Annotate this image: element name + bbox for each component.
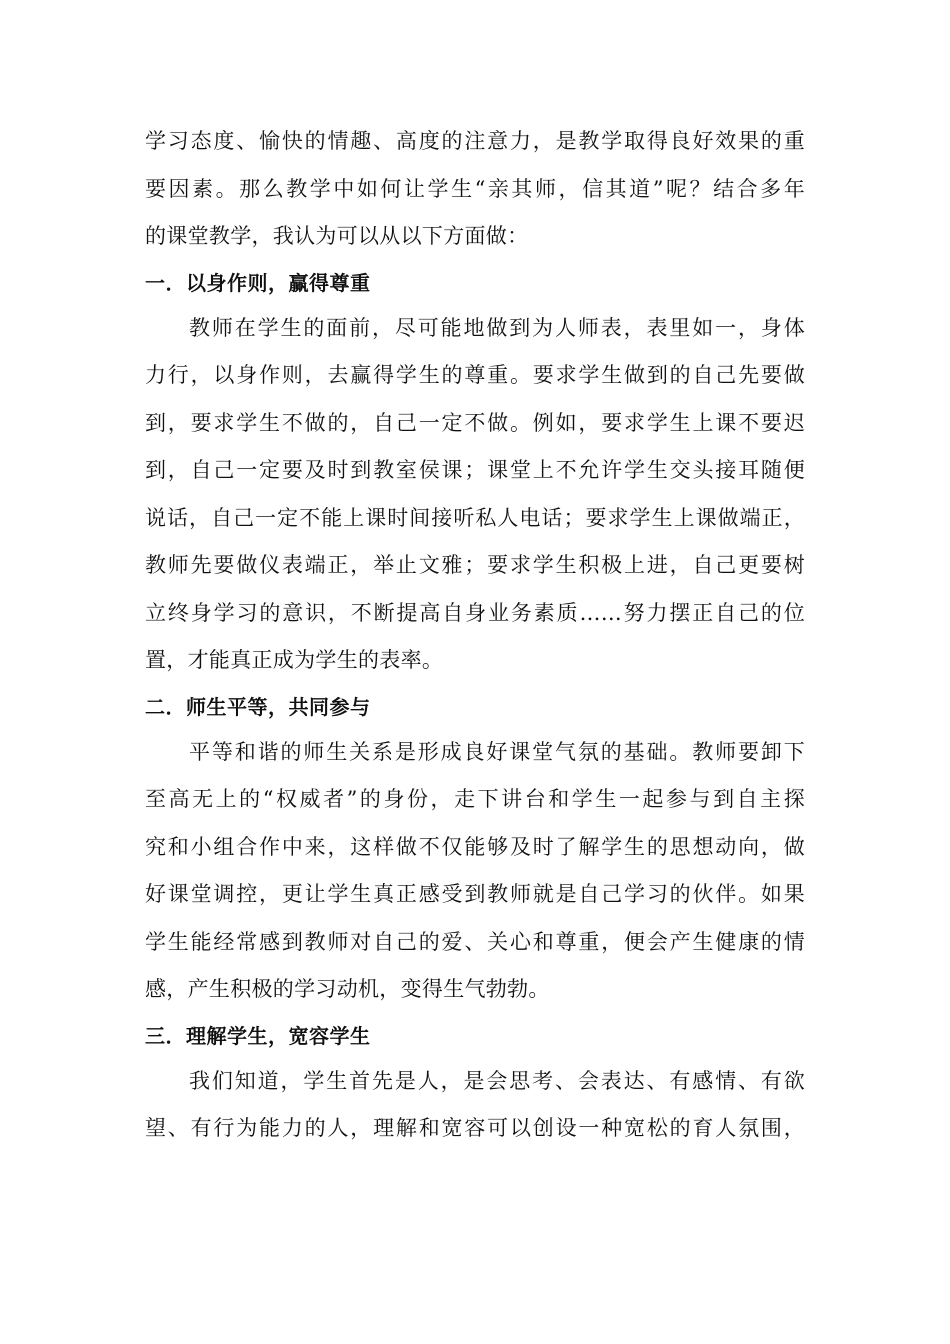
section-2-line-1: 平等和谐的师生关系是形成良好课堂气氛的基础。教师要卸下 (189, 739, 805, 764)
section-2-line-2: 至高无上的“权威者”的身份，走下讲台和学生一起参与到自主探 (145, 787, 805, 811)
intro-line-2: 要因素。那么教学中如何让学生“亲其师，信其道”呢？结合多年 (145, 176, 805, 201)
section-1-line-5: 说话，自己一定不能上课时间接听私人电话；要求学生上课做端正， (145, 505, 805, 530)
section-1-line-6: 教师先要做仪表端正，举止文雅；要求学生积极上进，自己更要树 (145, 553, 805, 577)
section-1-line-2: 力行，以身作则，去赢得学生的尊重。要求学生做到的自己先要做 (145, 363, 805, 387)
section-3-heading: 三．理解学生，宽容学生 (145, 1023, 371, 1048)
section-1-line-7: 立终身学习的意识，不断提高自身业务素质……努力摆正自己的位 (145, 600, 805, 625)
section-3-line-1: 我们知道，学生首先是人，是会思考、会表达、有感情、有欲 (189, 1068, 805, 1093)
section-3-line-2: 望、有行为能力的人，理解和宽容可以创设一种宽松的育人氛围， (145, 1116, 805, 1140)
section-2-line-3: 究和小组合作中来，这样做不仅能够及时了解学生的思想动向，做 (145, 834, 805, 859)
section-2-line-4: 好课堂调控，更让学生真正感受到教师就是自己学习的伙伴。如果 (145, 882, 805, 906)
section-1-line-3: 到，要求学生不做的，自己一定不做。例如，要求学生上课不要迟 (145, 410, 805, 435)
document-body (145, 118, 805, 1153)
section-2-heading: 二．师生平等，共同参与 (145, 694, 371, 719)
section-1-heading: 一．以身作则，赢得尊重 (145, 270, 371, 295)
section-1-line-4: 到，自己一定要及时到教室侯课；课堂上不允许学生交头接耳随便 (145, 458, 805, 482)
section-1-line-8: 置，才能真正成为学生的表率。 (145, 648, 444, 672)
intro-line-1: 学习态度、愉快的情趣、高度的注意力，是教学取得良好效果的重 (145, 129, 805, 153)
section-2-line-5: 学生能经常感到教师对自己的爱、关心和尊重，便会产生健康的情 (145, 929, 805, 954)
section-1-line-1: 教师在学生的面前，尽可能地做到为人师表，表里如一，身体 (189, 315, 805, 340)
section-2-line-6: 感，产生积极的学习动机，变得生气勃勃。 (145, 977, 550, 1001)
intro-line-3: 的课堂教学，我认为可以从以下方面做： (145, 224, 529, 248)
